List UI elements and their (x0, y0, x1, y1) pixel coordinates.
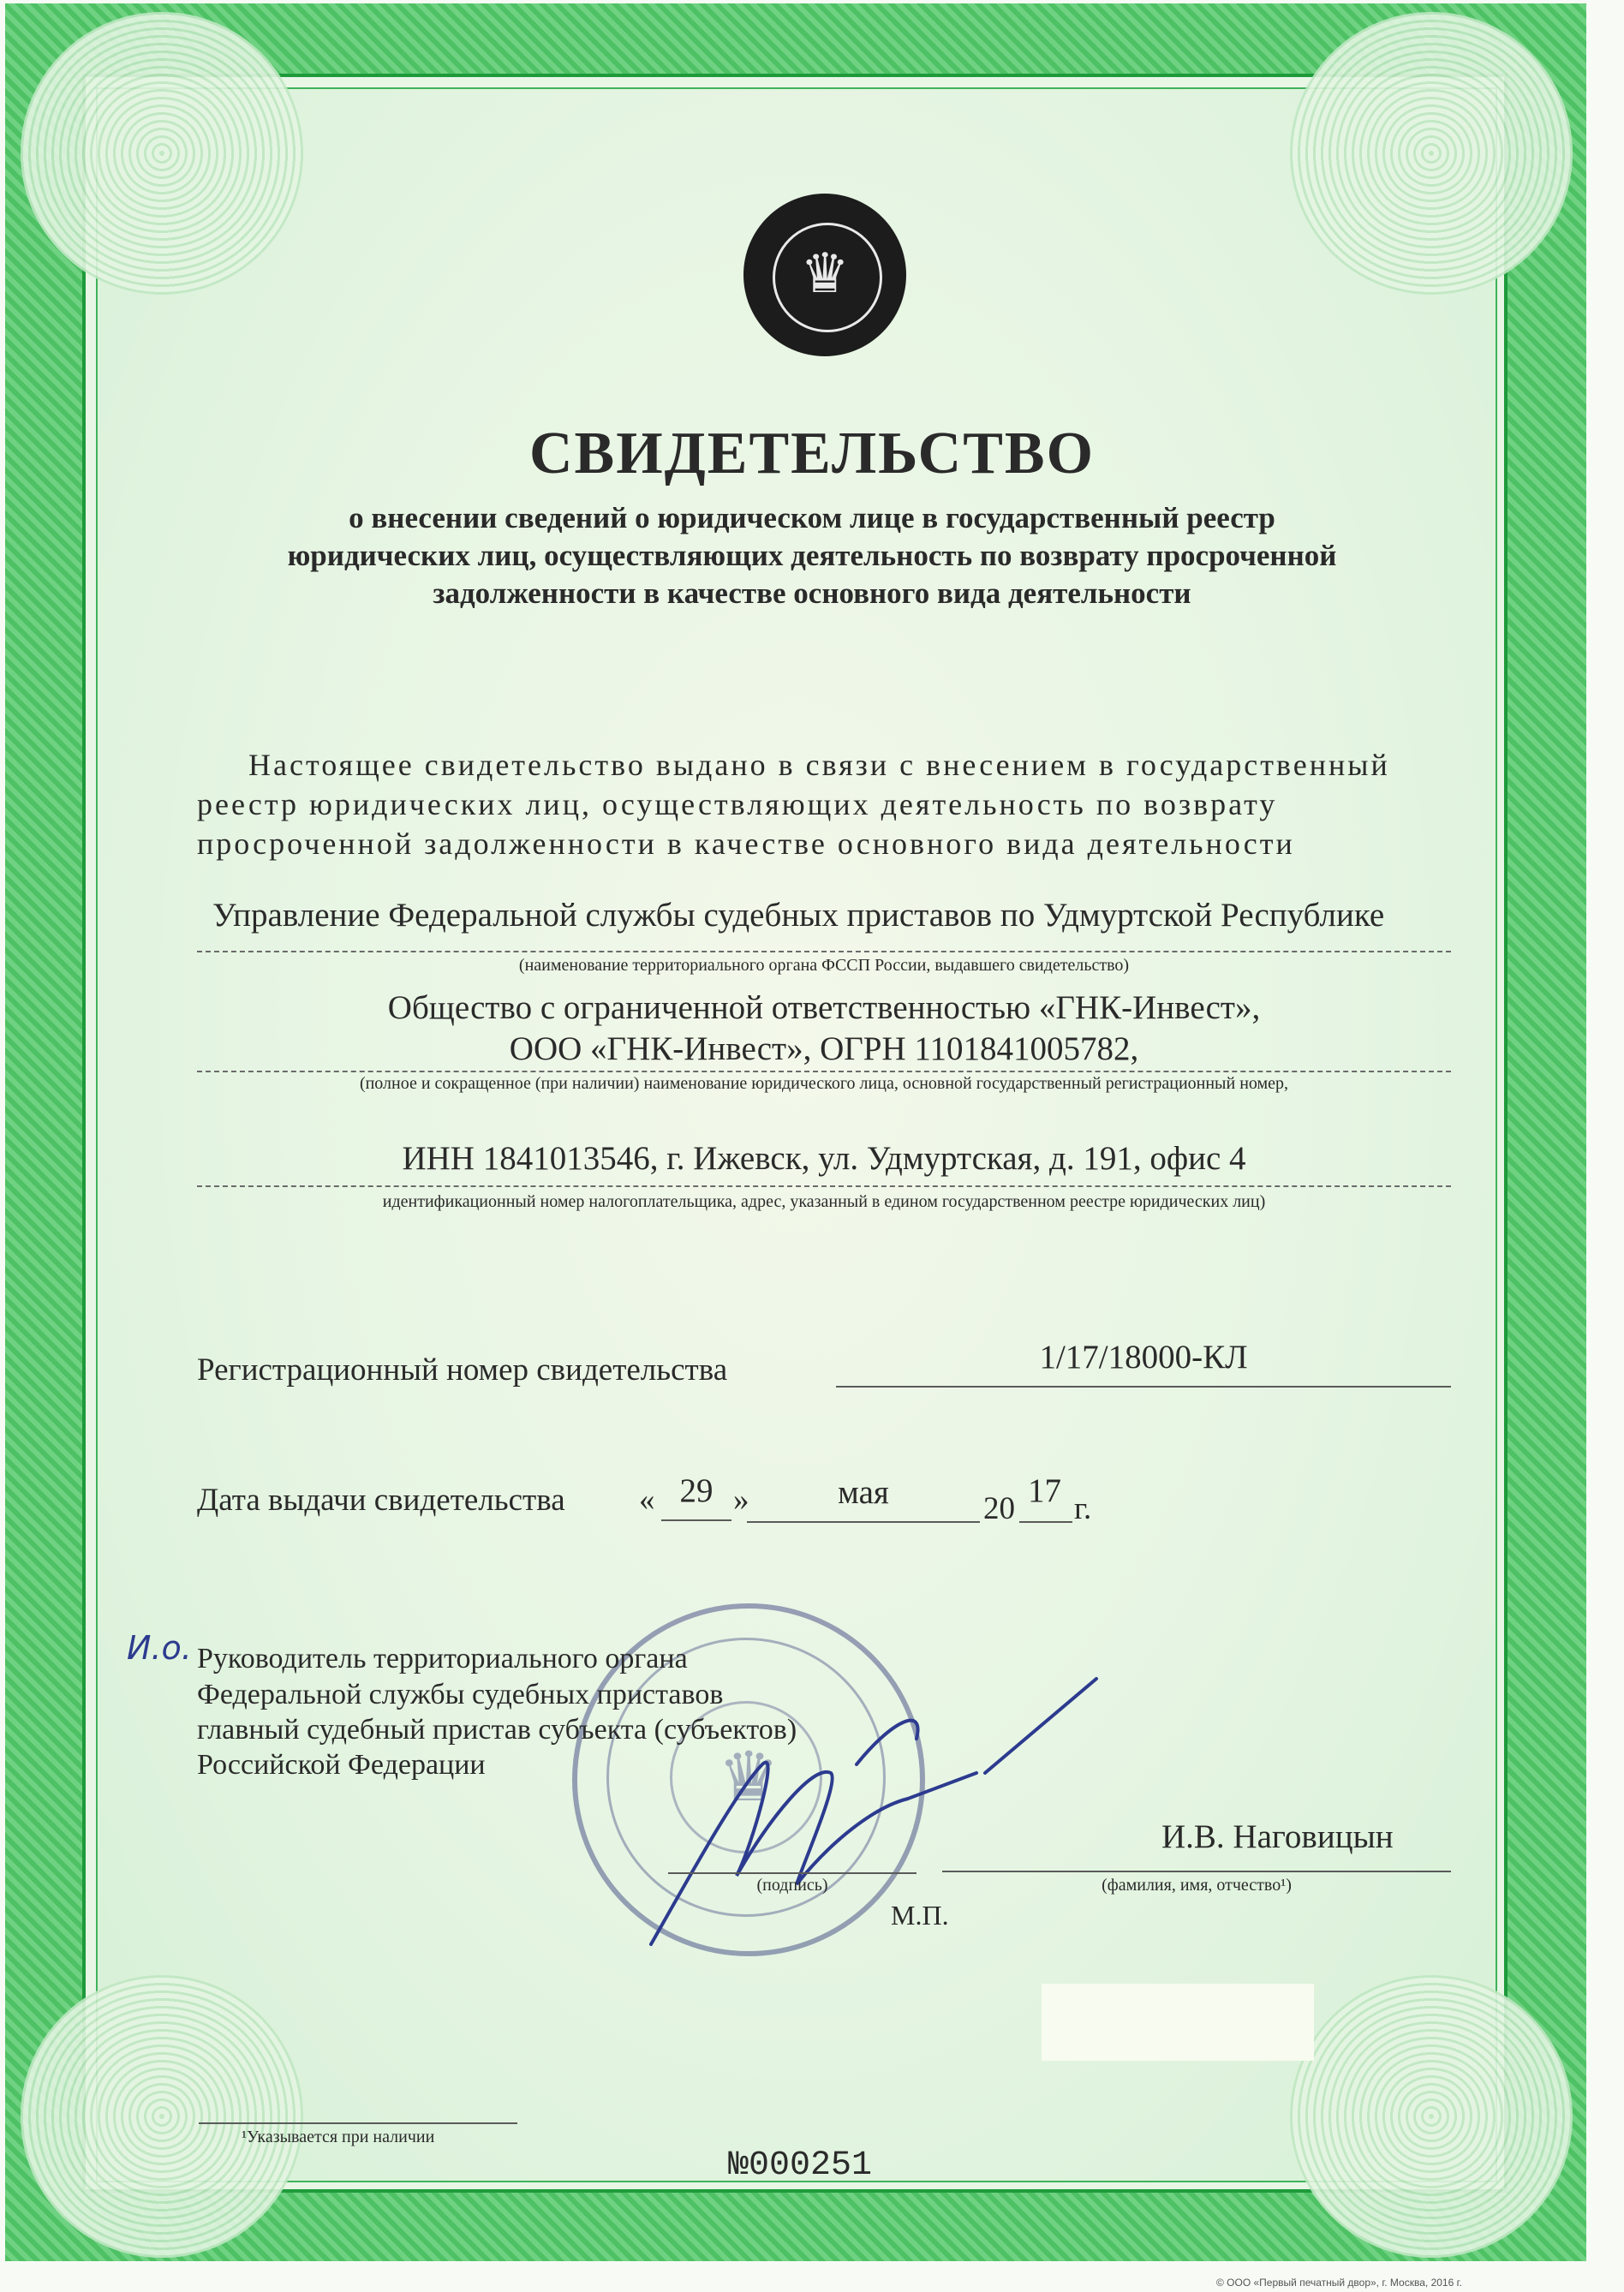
footnote: ¹Указывается при наличии (242, 2128, 435, 2146)
signatory-name: И.В. Наговицын (1161, 1818, 1394, 1855)
year-mark: г. (1074, 1491, 1092, 1526)
issue-year: 17 (1028, 1472, 1061, 1509)
redacted-area (1042, 1984, 1314, 2061)
corner-rosette-icon (1290, 1975, 1573, 2258)
corner-rosette-icon (1290, 12, 1573, 295)
address-underline (197, 1185, 1451, 1187)
address-caption: идентификационный номер налогоплательщика, адрес, указанный в едином государственном реестре юридических лиц) (382, 1192, 1266, 1211)
issue-month: мая (838, 1474, 889, 1511)
corner-rosette-icon (21, 12, 303, 295)
signature-underline (668, 1872, 916, 1874)
signature-caption: (подпись) (756, 1876, 828, 1895)
subtitle-line: о внесении сведений о юридическом лице в государственный реестр (349, 501, 1275, 534)
seal-eagle-icon: ♛ (718, 1740, 779, 1816)
name-underline (942, 1871, 1451, 1872)
entity-inn-address: ИНН 1841013546, г. Ижевск, ул. Удмуртская, д. 191, офис 4 (402, 1140, 1246, 1177)
issuer-name: Управление Федеральной службы судебных приставов по Удмуртской Республике (212, 897, 1385, 934)
entity-short-name-ogrn: ООО «ГНК-Инвест», ОГРН 1101841005782, (509, 1030, 1139, 1067)
day-underline (661, 1519, 731, 1521)
registration-underline (836, 1386, 1451, 1388)
certificate-title: СВИДЕТЕЛЬСТВО (528, 421, 1096, 486)
registration-number: 1/17/18000-КЛ (1039, 1339, 1248, 1376)
issue-day: 29 (679, 1472, 713, 1509)
year-prefix: 20 (983, 1491, 1015, 1526)
subtitle-line: задолженности в качестве основного вида деятельности (433, 576, 1191, 610)
date-close-quote: » (733, 1483, 749, 1518)
issuer-caption: (наименование территориального органа ФССП России, выдавшего свидетельство) (518, 956, 1130, 975)
serial-number: №000251 (728, 2146, 873, 2185)
signatory-title-line: Руководитель территориального органа (197, 1643, 688, 1674)
registration-label: Регистрационный номер свидетельства (197, 1352, 728, 1388)
month-underline (747, 1521, 980, 1523)
entity-full-name: Общество с ограниченной ответственностью «ГНК-Инвест», (387, 989, 1261, 1026)
intro-line: Настоящее свидетельство выдано в связи с внесением в государственный (248, 748, 1390, 782)
acting-prefix: И.о. (127, 1629, 192, 1667)
entity-caption: (полное и сокращенное (при наличии) наименование юридического лица, основной государственный регистрационный номер, (359, 1074, 1289, 1093)
entity-underline (197, 1071, 1451, 1072)
handwritten-signature-icon (634, 1670, 1114, 1953)
fssp-emblem-icon (743, 194, 906, 356)
intro-line: просроченной задолженности в качестве основного вида деятельности (197, 827, 1295, 861)
corner-rosette-icon (21, 1975, 303, 2258)
name-caption: (фамилия, имя, отчество¹) (1102, 1876, 1292, 1895)
eagle-icon: ♛ (800, 243, 850, 304)
printer-note: © ООО «Первый печатный двор», г. Москва, 2016 г. (1216, 2277, 1462, 2289)
intro-line: реестр юридических лиц, осуществляющих деятельность по возврату (197, 787, 1278, 821)
signatory-title-line: Федеральной службы судебных приставов (197, 1679, 724, 1710)
issue-date-label: Дата выдачи свидетельства (197, 1483, 565, 1518)
footnote-rule (199, 2122, 517, 2124)
signatory-title-line: главный судебный пристав субъекта (субъектов) (197, 1714, 797, 1746)
date-open-quote: « (639, 1483, 655, 1518)
subtitle-line: юридических лиц, осуществляющих деятельность по возврату просроченной (287, 539, 1337, 572)
seal-place-mark: М.П. (891, 1900, 949, 1931)
year-underline (1019, 1521, 1072, 1523)
signatory-title-line: Российской Федерации (197, 1749, 486, 1781)
issuer-underline (197, 951, 1451, 952)
